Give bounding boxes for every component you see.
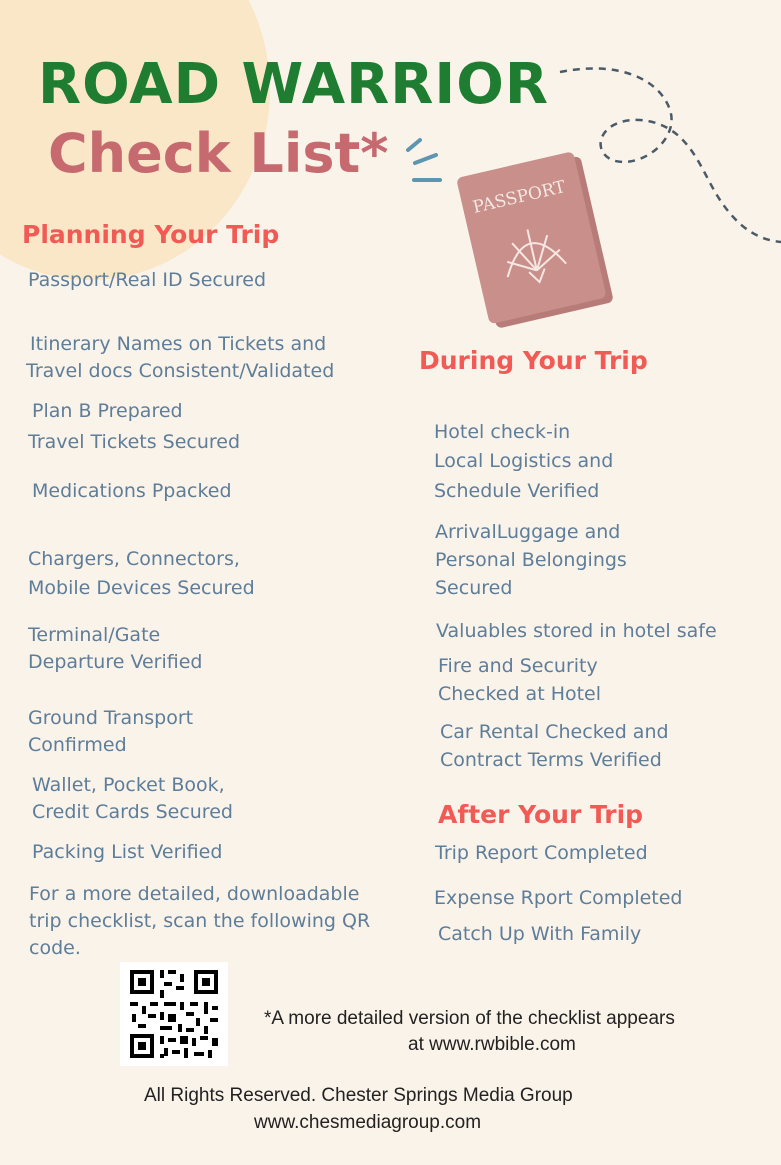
- footer-website[interactable]: www.chesmediagroup.com: [254, 1112, 482, 1133]
- planning-item: Departure Verified: [28, 651, 203, 673]
- during-item: Fire and Security: [438, 655, 598, 677]
- passport-label: PASSPORT: [470, 177, 568, 218]
- planning-item: Itinerary Names on Tickets and: [30, 333, 327, 355]
- planning-item: Mobile Devices Secured: [28, 577, 255, 599]
- planning-item: Terminal/Gate: [28, 624, 161, 646]
- after-item: Trip Report Completed: [435, 842, 648, 864]
- planning-item: Credit Cards Secured: [32, 801, 233, 823]
- qr-code[interactable]: [120, 962, 228, 1066]
- during-item: Contract Terms Verified: [440, 749, 662, 771]
- planning-item: Travel docs Consistent/Validated: [26, 360, 335, 382]
- title-line-2: Check List*: [48, 122, 389, 185]
- note-line-2[interactable]: at www.rwbible.com: [408, 1034, 576, 1055]
- planning-item: Chargers, Connectors,: [28, 548, 240, 570]
- note-line-1: *A more detailed version of the checklist appears: [264, 1008, 675, 1029]
- after-item: Expense Rport Completed: [434, 887, 683, 909]
- during-item: Personal Belongings: [435, 549, 627, 571]
- planning-item: Confirmed: [28, 734, 127, 756]
- planning-item: Travel Tickets Secured: [28, 431, 241, 453]
- after-item: Catch Up With Family: [438, 923, 642, 945]
- during-item: Hotel check-in: [434, 421, 571, 443]
- title-line-1: ROAD WARRIOR: [38, 52, 549, 117]
- during-item: Valuables stored in hotel safe: [436, 620, 717, 642]
- planning-item: Medications Ppacked: [32, 480, 232, 502]
- planning-item: Wallet, Pocket Book,: [32, 774, 225, 796]
- planning-item: Ground Transport: [28, 707, 194, 729]
- during-item: Car Rental Checked and: [440, 721, 669, 743]
- planning-heading: Planning Your Trip: [22, 220, 280, 249]
- footer-copyright: All Rights Reserved. Chester Springs Media Group: [144, 1085, 573, 1106]
- planning-item: Packing List Verified: [32, 841, 223, 863]
- planning-item: Passport/Real ID Secured: [28, 269, 267, 291]
- during-item: Local Logistics and: [434, 450, 614, 472]
- planning-item: trip checklist, scan the following QR: [29, 910, 371, 932]
- during-item: ArrivalLuggage and: [435, 521, 621, 543]
- during-item: Secured: [435, 577, 513, 599]
- during-heading: During Your Trip: [419, 346, 648, 375]
- planning-item: For a more detailed, downloadable: [29, 883, 360, 905]
- after-heading: After Your Trip: [438, 800, 644, 829]
- planning-item: code.: [29, 937, 81, 959]
- planning-item: Plan B Prepared: [32, 400, 183, 422]
- during-item: Checked at Hotel: [438, 683, 602, 705]
- during-item: Schedule Verified: [434, 480, 600, 502]
